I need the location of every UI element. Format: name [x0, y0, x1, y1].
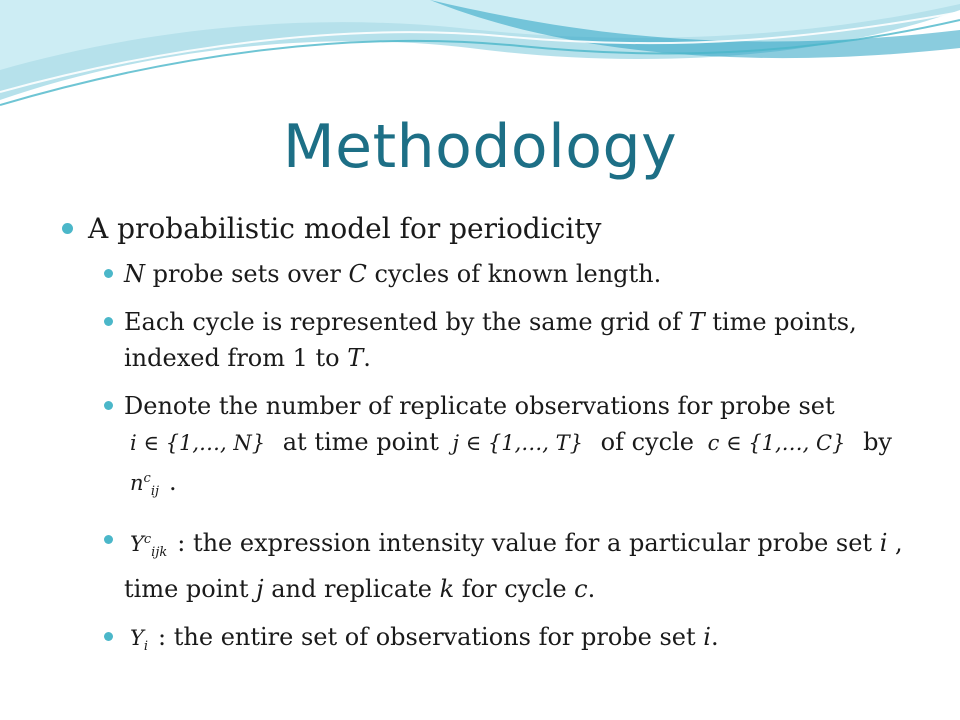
var-j: j	[256, 575, 264, 604]
var-T: T	[688, 308, 705, 336]
sub-bullet-3	[62, 388, 922, 510]
sub-bullet-5	[62, 619, 922, 665]
bullet-dot-icon	[104, 317, 113, 326]
sub-bullet-4	[62, 522, 922, 607]
math-j-set: j ∈ {1,…, T}	[452, 431, 584, 455]
math-Y-ijk-c: $Y^c_{ijk}$	[130, 532, 168, 561]
math-n-ij-c: $n^c_{ij}$	[130, 471, 160, 500]
sub-bullet-text: , time point	[124, 529, 903, 604]
sub-bullet-text: Each cycle is represented by the same grid of	[124, 308, 689, 336]
sub-bullet-text: cycles of known length.	[366, 260, 662, 288]
bullet-dot-icon	[104, 632, 113, 641]
var-i: i	[879, 529, 888, 558]
sub-bullet-1	[62, 256, 922, 292]
sub-bullet-text: time points, indexed from 1 to	[124, 308, 857, 372]
math-c-set: c ∈ {1,…, C}	[707, 431, 846, 455]
var-i: i	[703, 623, 711, 652]
header-wave-decoration	[0, 0, 960, 120]
bullet-text: A probabilistic model for periodicity	[88, 212, 602, 245]
math-i-set: i ∈ {1,…, N}	[130, 431, 266, 455]
bullet-level1	[62, 210, 922, 248]
sub-bullet-text: by	[863, 428, 892, 456]
slide-title: Methodology	[282, 112, 678, 182]
sub-bullet-2	[62, 304, 922, 376]
var-N: N	[124, 260, 145, 288]
sub-bullet-text: and replicate	[263, 575, 440, 604]
sub-bullet-text: for cycle	[454, 575, 575, 604]
sub-bullet-text: at time point	[282, 428, 439, 456]
sub-bullet-text: probe sets over	[145, 260, 349, 288]
bullet-dot-icon	[104, 401, 113, 410]
sub-bullet-text: Denote the number of replicate observations for probe set	[124, 392, 835, 420]
sub-bullet-text: .	[710, 623, 719, 652]
var-k: k	[439, 575, 455, 604]
slide-content	[62, 210, 922, 678]
sub-bullet-text: .	[169, 468, 177, 496]
bullet-dot-icon	[104, 535, 113, 544]
bullet-dot-icon	[104, 269, 113, 278]
sub-bullet-text: of cycle	[600, 428, 694, 456]
var-c: c	[574, 575, 588, 604]
sub-bullet-text: .	[587, 575, 596, 604]
sub-bullet-text: : the entire set of observations for probe set	[158, 623, 704, 652]
sub-bullet-text: : the expression intensity value for a particular probe set	[177, 529, 880, 558]
var-C: C	[348, 260, 367, 288]
var-T: T	[347, 344, 364, 372]
sub-bullet-text: .	[363, 344, 371, 372]
bullet-dot-icon	[62, 223, 73, 234]
math-Y-i: $Y_i$	[130, 626, 149, 655]
